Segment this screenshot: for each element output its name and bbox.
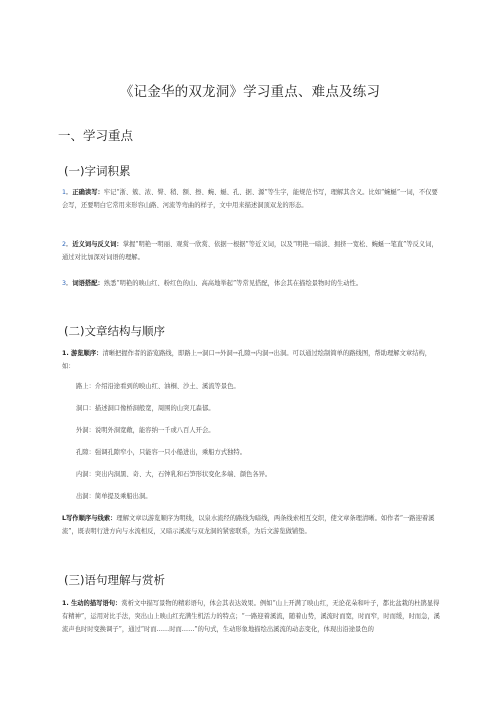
subheading-vocabulary: (一)字词积累 bbox=[64, 164, 131, 178]
item-text: 牢记“浙、簇、浓、臀、稍、额、擦、蜿、蜒、孔、据、源”等生字，能规范书写，理解其含义。比如“蜿蜒”一词，不仅要会写，还要明白它常用来形容山路、河流等弯曲的样子，文中用来描述洞顶双龙的形态。 bbox=[62, 189, 438, 209]
route-item: 外洞：说明外洞宽敞，能容纳一千或八百人开会。 bbox=[76, 427, 215, 434]
structure-paragraph bbox=[62, 347, 440, 373]
route-item: 内洞：突出内洞黑、奇、大，石钟乳和石笋形状变化多端、颜色各异。 bbox=[76, 471, 272, 478]
item-text: 赏析文中描写景物的精彩语句，体会其表达效果。例如“山上开满了映山红，无论花朵和叶子，都比盆栽的杜鹃显得有精神”，运用对比手法，突出山上映山红充满生机活力的特点；“一路迎着溪流，随着山势，溪流时而宽，时而窄，时而缓，时而急，溪流声也时时变换调子”，通过“时而……时而……”的句式，生动形象地描绘出溪流的动态变化，体现出沿途景色的 bbox=[62, 600, 440, 633]
section-heading-key-points: 一、学习重点 bbox=[58, 128, 134, 143]
item-text: 理解文章以游览顺序为明线，以泉水流经的路线为暗线，两条线索相互交织，使文章条理清晰。如作者“一路迎着溪流”，既表明行进方向与水流相反，又暗示溪流与双龙洞的紧密联系，为后文游览做铺垫。 bbox=[62, 515, 435, 535]
item-lead: 1. 生动的描写语句： bbox=[62, 600, 122, 607]
subheading-structure: (二)文章结构与顺序 bbox=[64, 324, 165, 338]
item-lead: ．正确读写： bbox=[66, 189, 104, 196]
item-number: 2 bbox=[62, 241, 67, 248]
route-item: 出洞：简单提及乘船出洞。 bbox=[76, 493, 152, 500]
item-number: 1 bbox=[62, 189, 67, 196]
item-lead: ．词语搭配： bbox=[66, 280, 104, 287]
item-text: 清晰把握作者的游览路线，即路上→洞口→外洞→孔隙→内洞→出洞。可以通过绘制简单的路线图，帮助理解文章结构，如： bbox=[62, 350, 432, 370]
item-lead: 1. 游览顺序： bbox=[62, 350, 103, 357]
appreciation-paragraph bbox=[62, 597, 440, 636]
subheading-sentences: (三)语句理解与赏析 bbox=[64, 573, 165, 587]
list-item bbox=[62, 186, 440, 212]
item-lead: L写作顺序与线索： bbox=[62, 515, 117, 522]
route-item: 孔隙：强调孔隙窄小，只能容一只小船进出，乘船方式独特。 bbox=[76, 449, 247, 456]
route-item: 洞口：描述洞口像桥洞般宽，周围的山突兀森郁。 bbox=[76, 405, 215, 412]
item-text: 熟悉“明艳的映山红、粉红色的山、高高地举起”等常见搭配，体会其在描绘景物时的生动性。 bbox=[103, 280, 363, 287]
list-item bbox=[62, 238, 440, 264]
item-number: 3 bbox=[62, 280, 67, 287]
route-item: 路上：介绍沿途看到的映山红、油桐、沙土、溪流等景色。 bbox=[76, 383, 240, 390]
list-item bbox=[62, 277, 440, 290]
document-title: 《记金华的双龙洞》学习重点、难点及练习 bbox=[119, 84, 381, 100]
item-lead: ．近义词与反义词： bbox=[66, 241, 123, 248]
item-text: 掌握“明艳一明丽、观赏一欣赏、依据一根据”等近义词，以及“明艳一暗淡、拥挤一宽松、蜿蜒一笔直”等反义词，通过对比加深对词语的理解。 bbox=[62, 241, 438, 261]
clue-paragraph bbox=[62, 512, 440, 538]
